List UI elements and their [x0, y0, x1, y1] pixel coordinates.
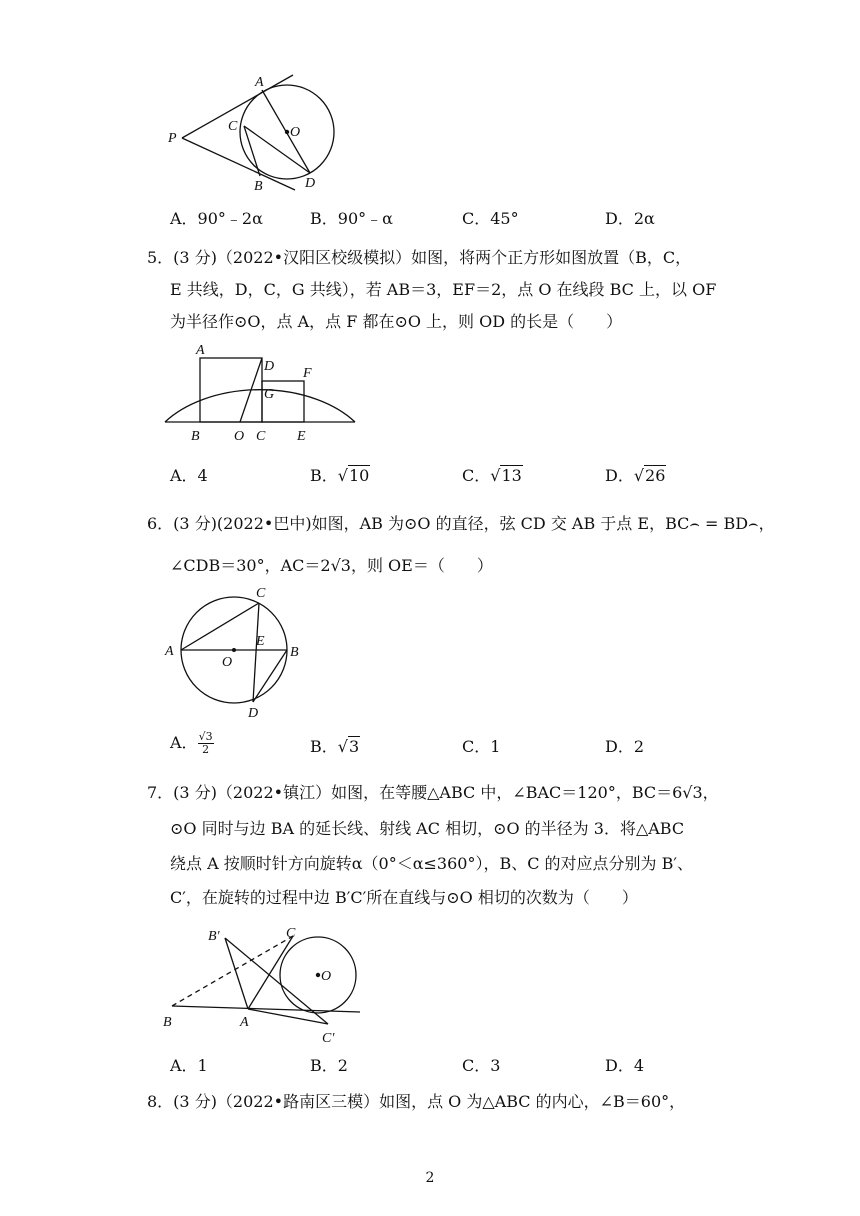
q8-line-1: 8．(3 分)（2022•路南区三模）如图，点 O 为△ABC 的内心，∠B＝60°，: [147, 1092, 686, 1111]
q4-label-b: B: [254, 179, 263, 194]
q4-option-a: A．90°﹣2α: [170, 209, 263, 228]
q5-option-a: A．4: [170, 466, 208, 485]
q6-label-c: C: [256, 586, 266, 601]
q7-option-b: B．2: [310, 1056, 348, 1075]
q7-label-c: C: [286, 926, 296, 941]
q5-label-g: G: [264, 387, 275, 402]
q5-label-d: D: [264, 359, 275, 374]
q7-line-2: ⊙O 同时与边 BA 的延长线、射线 AC 相切，⊙O 的半径为 3．将△ABC: [170, 819, 685, 838]
q5-line-3: 为半径作⊙O，点 A，点 F 都在⊙O 上，则 OD 的长是（ ）: [170, 312, 623, 331]
q6-figure: [160, 580, 320, 720]
q6-option-d: D．2: [605, 737, 645, 756]
q4-label-o: O: [290, 125, 301, 140]
q7-label-o: O: [321, 969, 332, 984]
q5-option-b: B．√10: [310, 466, 370, 485]
q6-label-a: A: [165, 644, 174, 659]
page-number: 2: [425, 1170, 435, 1186]
q5-option-c: C．√13: [462, 466, 522, 485]
q7-label-b: B: [163, 1015, 172, 1030]
q5-label-a: A: [196, 343, 205, 358]
q4-option-b: B．90°﹣α: [310, 209, 393, 228]
q6-label-o: O: [222, 655, 233, 670]
q5-label-b: B: [191, 429, 200, 444]
q4-option-d: D．2α: [605, 209, 655, 228]
q6-line-1: 6．(3 分)(2022•巴中)如图，AB 为⊙O 的直径，弦 CD 交 AB 于点 E，BC⌢ = BD⌢，: [147, 514, 775, 533]
q7-label-a: A: [240, 1015, 249, 1030]
q7-label-b-prime: B′: [208, 929, 220, 944]
q7-line-1: 7．(3 分)（2022•镇江）如图，在等腰△ABC 中，∠BAC＝120°，BC＝6√3，: [147, 783, 719, 802]
q7-line-4: C′，在旋转的过程中边 B′C′所在直线与⊙O 相切的次数为（ ）: [170, 888, 638, 907]
q5-option-d: D．√26: [605, 466, 666, 485]
q7-option-c: C．3: [462, 1056, 501, 1075]
q6-line-2: ∠CDB＝30°，AC＝2√3，则 OE＝（ ）: [170, 556, 493, 575]
q5-label-e: E: [297, 429, 306, 444]
q5-figure: [160, 340, 360, 445]
q7-option-a: A．1: [170, 1056, 208, 1075]
q7-line-3: 绕点 A 按顺时针方向旋转α（0°＜α≤360°），B、C 的对应点分别为 B′、: [170, 854, 694, 873]
q6-option-b: B．√3: [310, 737, 360, 756]
q7-option-d: D．4: [605, 1056, 645, 1075]
q5-line-1: 5．(3 分)（2022•汉阳区校级模拟）如图，将两个正方形如图放置（B，C，: [147, 248, 692, 267]
q4-option-c: C．45°: [462, 209, 519, 228]
q4-label-p: P: [168, 131, 177, 146]
q7-label-c-prime: C′: [322, 1031, 335, 1045]
q5-label-o: O: [234, 429, 245, 444]
q4-label-a: A: [255, 75, 264, 90]
q7-figure: [160, 920, 370, 1045]
q4-label-c: C: [228, 119, 238, 134]
q5-label-f: F: [303, 366, 312, 381]
q6-label-e: E: [256, 634, 265, 649]
q4-label-d: D: [305, 176, 316, 191]
q5-line-2: E 共线，D，C，G 共线），若 AB＝3，EF＝2，点 O 在线段 BC 上，以 OF: [170, 280, 717, 299]
q6-option-c: C．1: [462, 737, 501, 756]
q6-option-a: A． $\frac{√3}{2}$: [170, 730, 213, 756]
q4-figure: [160, 70, 360, 200]
q6-label-d: D: [248, 706, 259, 720]
q6-label-b: B: [290, 645, 299, 660]
q5-label-c: C: [256, 429, 266, 444]
